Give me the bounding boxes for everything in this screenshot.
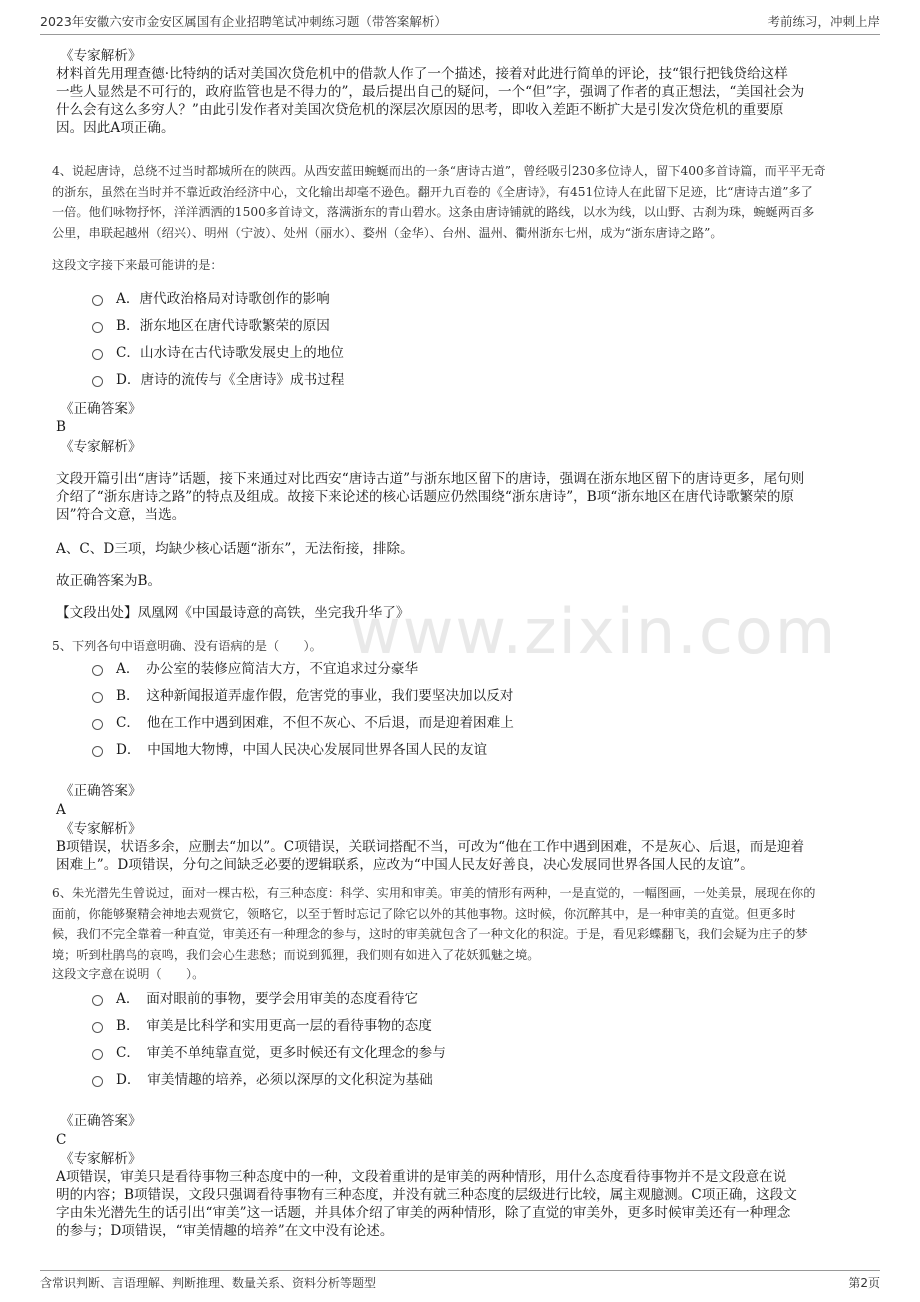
q6-stem-line: 境；听到杜鹃鸟的哀鸣，我们会心生悲愁；而说到狐狸，我们则有如进入了花妖狐魅之境。 [52, 947, 540, 962]
q4-conclusion: 故正确答案为B。 [56, 573, 162, 589]
radio-icon[interactable] [92, 719, 103, 730]
q5-expert-label: 《专家解析》 [60, 821, 142, 837]
q3-analysis-line: 因。因此A项正确。 [56, 120, 175, 136]
q4-source: 【文段出处】凤凰网《中国最诗意的高铁，坐完我升华了》 [56, 605, 410, 621]
q5-analysis-line: B项错误，状语多余，应删去“加以”。C项错误，关联词搭配不当，可改为“他在工作中遇到困难，不是灰心、后退，而是迎着 [56, 839, 805, 855]
radio-icon[interactable] [92, 1076, 103, 1087]
q5-option-c[interactable]: C． 他在工作中遇到困难，不但不灰心、不后退，而是迎着困难上 [116, 714, 514, 732]
q4-analysis-line: 文段开篇引出“唐诗”话题，接下来通过对比西安“唐诗古道”与浙东地区留下的唐诗，强调在浙东地区留下的唐诗更多，尾句则 [56, 471, 805, 487]
radio-icon[interactable] [92, 746, 103, 757]
header-slogan: 考前练习，冲刺上岸 [767, 14, 880, 29]
q6-stem-line: 候，我们不完全靠着一种直觉，审美还有一种理念的参与，这时的审美就包含了一种文化的积淀。于是，看见彩蝶翻飞，我们会疑为庄子的梦 [52, 927, 808, 941]
page-header [40, 10, 880, 35]
q4-option-b[interactable]: B．浙东地区在唐代诗歌繁荣的原因 [116, 317, 330, 335]
radio-icon[interactable] [92, 995, 103, 1006]
q6-question: 这段文字意在说明（ ）。 [52, 967, 205, 981]
q4-analysis-2: A、C、D三项，均缺少核心话题“浙东”，无法衔接，排除。 [56, 541, 414, 557]
q5-answer: A [56, 802, 66, 818]
q4-answer-label: 《正确答案》 [60, 401, 142, 417]
radio-icon[interactable] [92, 692, 103, 703]
q6-answer-label: 《正确答案》 [60, 1113, 142, 1129]
q4-question: 这段文字接下来最可能讲的是： [52, 258, 223, 272]
watermark: www.zixin.com [350, 595, 838, 668]
q5-option-a[interactable]: A． 办公室的装修应简洁大方，不宜追求过分豪华 [116, 660, 418, 678]
q6-option-c[interactable]: C． 审美不单纯靠直觉，更多时候还有文化理念的参与 [116, 1044, 446, 1062]
q5-option-d[interactable]: D． 中国地大物博，中国人民决心发展同世界各国人民的友谊 [116, 741, 487, 759]
radio-icon[interactable] [92, 295, 103, 306]
q4-analysis-line: 介绍了“浙东唐诗之路”的特点及组成。故接下来论述的核心话题应仍然围绕“浙东唐诗”，B项“浙东地区在唐代诗歌繁荣的原 [56, 489, 795, 505]
q6-option-d[interactable]: D． 审美情趣的培养，必须以深厚的文化积淀为基础 [116, 1071, 433, 1089]
q4-answer: B [56, 419, 66, 435]
q3-analysis [56, 65, 804, 137]
q3-expert-label: 《专家解析》 [60, 48, 142, 64]
q5-answer-label: 《正确答案》 [60, 783, 142, 799]
q6-analysis-line: 字由朱光潜先生的话引出“审美”这一话题，并具体介绍了审美的两种情形，除了直觉的审美外，更多时候审美还有一种理念 [56, 1205, 791, 1221]
q6-answer: C [56, 1132, 67, 1148]
radio-icon[interactable] [92, 1049, 103, 1060]
radio-icon[interactable] [92, 349, 103, 360]
q6-analysis-line: A项错误，审美只是看待事物三种态度中的一种，文段着重讲的是审美的两种情形，用什么态度看待事物并不是文段意在说 [56, 1169, 787, 1185]
q4-stem-line: 一倍。他们咏物抒怀，洋洋洒洒的1500多首诗文，落满浙东的青山碧水。这条由唐诗铺就的路线，以水为线，以山野、古刹为珠，蜿蜒两百多 [52, 205, 815, 219]
q4-option-c[interactable]: C．山水诗在古代诗歌发展史上的地位 [116, 344, 344, 362]
document-title: 2023年安徽六安市金安区属国有企业招聘笔试冲刺练习题（带答案解析） [40, 14, 447, 29]
q5-option-b[interactable]: B． 这种新闻报道弄虚作假，危害党的事业，我们要坚决加以反对 [116, 687, 513, 705]
q3-analysis-line: 材料首先用理查德·比特纳的话对美国次贷危机中的借款人作了一个描述，接着对此进行简单的评论，技“银行把钱贷给这样 [56, 66, 788, 82]
page-footer [40, 1270, 880, 1293]
q6-stem-line: 面前，你能够聚精会神地去观赏它，领略它，以至于暂时忘记了除它以外的其他事物。这时候，你沉醉其中，是一种审美的直觉。但更多时 [52, 906, 796, 921]
page-number: 第2页 [848, 1276, 880, 1290]
radio-icon[interactable] [92, 376, 103, 387]
q6-stem-line: 6、朱光潜先生曾说过，面对一棵古松，有三种态度：科学、实用和审美。审美的情形有两种，一是直觉的，一幅图画，一处美景，展现在你的 [52, 886, 816, 900]
q3-analysis-line: 什么会有这么多穷人？”由此引发作者对美国次贷危机的深层次原因的思考，即收入差距不断扩大是引发次贷危机的重要原 [56, 102, 784, 118]
q6-analysis [56, 1168, 797, 1240]
q5-stem: 5、下列各句中语意明确、没有语病的是（ ）。 [52, 639, 322, 653]
footer-note: 含常识判断、言语理解、判断推理、数量关系、资料分析等题型 [40, 1276, 377, 1290]
q4-stem-line: 的浙东，虽然在当时并不靠近政治经济中心，文化输出却毫不逊色。翻开九百卷的《全唐诗》，有451位诗人在此留下足迹，比“唐诗古道”多了 [52, 184, 813, 199]
q4-analysis [56, 470, 804, 524]
radio-icon[interactable] [92, 665, 103, 676]
q5-analysis [56, 838, 804, 874]
q4-expert-label: 《专家解析》 [60, 439, 142, 455]
q4-stem-line: 4、说起唐诗，总绕不过当时都城所在的陕西。从西安蓝田蜿蜒而出的一条“唐诗古道”，曾经吸引230多位诗人，留下400多首诗篇，而平平无奇 [52, 164, 826, 178]
q3-analysis-line: 一些人显然是不可行的，政府监管也是不得力的”，最后提出自己的疑问，一个“但”字，强调了作者的真正想法，“美国社会为 [56, 84, 805, 100]
q6-option-b[interactable]: B． 审美是比科学和实用更高一层的看待事物的态度 [116, 1017, 432, 1035]
q6-expert-label: 《专家解析》 [60, 1151, 142, 1167]
q4-stem-line: 公里，串联起越州（绍兴）、明州（宁波）、处州（丽水）、婺州（金华）、台州、温州、衢州浙东七州，成为“浙东唐诗之路”。 [52, 225, 723, 240]
q4-option-a[interactable]: A．唐代政治格局对诗歌创作的影响 [116, 290, 330, 308]
q4-analysis-line: 因”符合文意，当选。 [56, 507, 186, 523]
q6-stem [52, 883, 815, 965]
radio-icon[interactable] [92, 322, 103, 333]
q6-analysis-line: 的参与；D项错误，“审美情趣的培养”在文中没有论述。 [56, 1223, 394, 1239]
q6-analysis-line: 明的内容；B项错误，文段只强调看待事物有三种态度，并没有就三种态度的层级进行比较，属主观臆测。C项正确，这段文 [56, 1187, 797, 1203]
radio-icon[interactable] [92, 1022, 103, 1033]
q4-stem [52, 161, 826, 243]
q4-option-d[interactable]: D．唐诗的流传与《全唐诗》成书过程 [116, 371, 344, 389]
q5-analysis-line: 困难上”。D项错误，分句之间缺乏必要的逻辑联系，应改为“中国人民友好善良，决心发展同世界各国人民的友谊”。 [56, 857, 754, 873]
q6-option-a[interactable]: A． 面对眼前的事物，要学会用审美的态度看待它 [116, 990, 418, 1008]
